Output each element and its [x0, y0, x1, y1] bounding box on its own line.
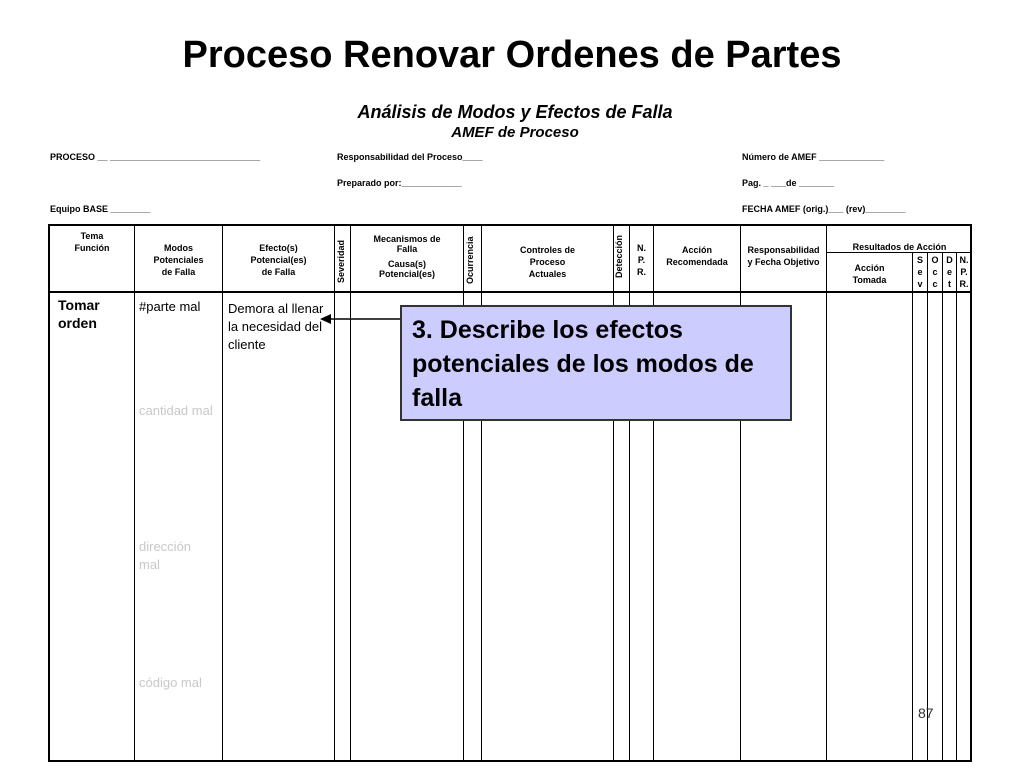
- col-accion-tomada: Acción Tomada: [852, 263, 887, 285]
- proceso-field: PROCESO __ ______________________________: [50, 152, 261, 162]
- tema-cell: Tomar orden: [58, 297, 100, 331]
- col-npr2: N. P. R.: [959, 255, 969, 289]
- modo-parte-mal: #parte mal: [139, 299, 201, 314]
- modo-direccion-mal: dirección mal: [139, 539, 192, 572]
- equipo-field: Equipo BASE ________: [50, 204, 151, 214]
- callout-box: 3. Describe los efectos potenciales de los modos de falla: [400, 305, 792, 421]
- col-resultados: Resultados de Acción: [852, 242, 947, 252]
- page-title: Proceso Renovar Ordenes de Partes: [182, 34, 842, 76]
- col-npr: N. P. R.: [637, 243, 646, 277]
- col-occ: O c c: [931, 255, 939, 289]
- col-sev: S e v: [916, 255, 923, 289]
- fecha-field: FECHA AMEF (orig.)___ (rev)________: [742, 204, 906, 214]
- col-accion-recomendada: Acción Recomendada: [666, 245, 728, 267]
- col-det: D e t: [946, 255, 953, 289]
- preparado-field: Preparado por:____________: [337, 178, 462, 188]
- arrow-left-icon: [320, 312, 402, 326]
- numero-amef-field: Número de AMEF _____________: [742, 152, 885, 162]
- col-modos: Modos Potenciales de Falla: [153, 243, 204, 277]
- efecto-cell: Demora al llenar la necesidad del cliente: [228, 301, 324, 352]
- col-responsabilidad: Responsabilidad y Fecha Objetivo: [747, 245, 820, 267]
- col-severidad: Severidad: [336, 239, 346, 283]
- col-efectos: Efecto(s) Potencial(es) de Falla: [250, 243, 307, 277]
- col-causas: Causa(s) Potencial(es): [378, 259, 436, 279]
- modo-cantidad-mal: cantidad mal: [139, 403, 213, 418]
- pagina-field: Pag. _ ___de _______: [742, 178, 835, 188]
- form-subtitle: Análisis de Modos y Efectos de Falla: [357, 102, 673, 122]
- page-number: 87: [918, 705, 934, 721]
- col-ocurrencia: Ocurrencia: [465, 236, 475, 284]
- modo-codigo-mal: código mal: [139, 675, 202, 690]
- col-controles: Controles de Proceso Actuales: [519, 245, 575, 279]
- col-mecanismos: Mecanismos de Falla: [373, 234, 441, 254]
- col-deteccion: Detección: [614, 234, 624, 278]
- col-tema: Tema Función: [74, 231, 110, 253]
- responsabilidad-field: Responsabilidad del Proceso____: [337, 152, 483, 162]
- form-type: AMEF de Proceso: [451, 124, 579, 141]
